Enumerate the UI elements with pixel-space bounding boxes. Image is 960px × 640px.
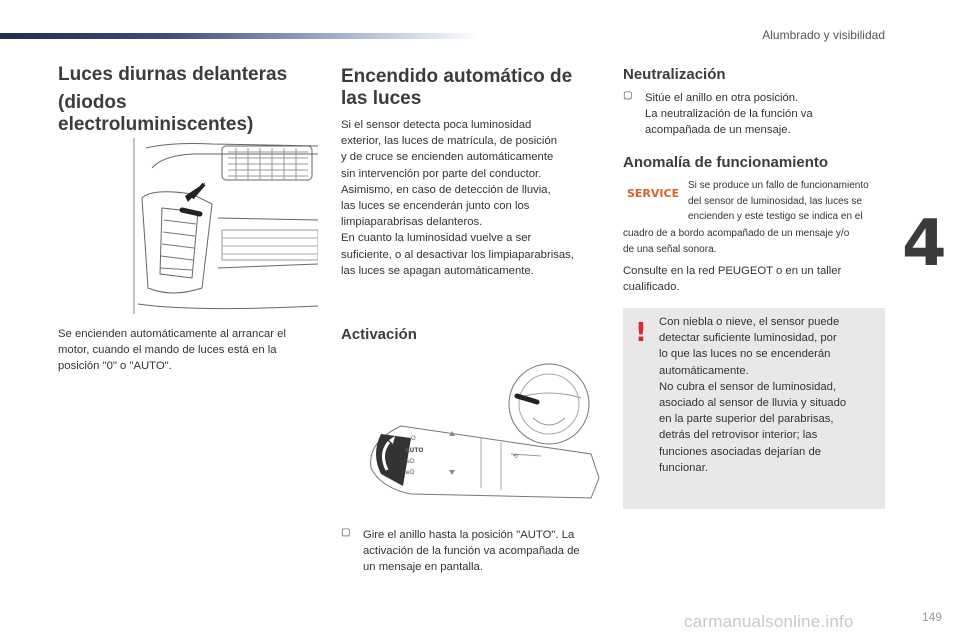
auto-title-line-2: las luces [341,88,422,109]
watermark: carmanualsonline.info [684,612,854,631]
daytime-lights-body: Se encienden automáticamente al arrancar el motor, cuando el mando de luces está en la posición "0" o "AUTO". [58,328,286,373]
neutral-line: La neutralización de la función va [645,108,813,121]
activation-line: activación de la función va acompañada de [363,545,580,558]
auto-body-line: limpiaparabrisas delanteros. [341,216,483,229]
column-auto-lights [341,66,601,279]
fault-line: del sensor de luminosidad, las luces se [688,195,862,207]
page-number: 149 [921,610,942,624]
stalk-label-off: O [411,435,416,442]
activation-instruction [341,527,603,576]
stalk-label-fog: ⟲ [513,453,519,460]
fault-text-indented [688,178,888,225]
auto-body-line: y de cruce se encienden automáticamente [341,151,554,164]
auto-title-line-1: Encendido automático de [341,66,573,87]
auto-body-line: las luces se encenderán junto con los [341,200,530,213]
bullet-icon: ▢ [623,90,633,101]
warning-note-box [623,308,885,509]
auto-body-line: sin intervención por parte del conductor. [341,167,542,180]
auto-body-line: exterior, las luces de matrícula, de posición [341,135,558,148]
column-daytime-lights [58,64,318,136]
bullet-icon: ▢ [341,527,351,538]
column-neutralization [623,66,888,171]
warning-line: detectar suficiente luminosidad, por [659,332,837,345]
activation-line: Gire el anillo hasta la posición "AUTO". La [363,529,575,541]
warning-line: lo que las luces no se encenderán [659,348,831,361]
auto-body-line: Asimismo, en caso de detección de lluvia, [341,183,551,196]
warning-line: funciones asociadas dejarían de [659,445,822,458]
auto-body-line: suficiente, o al desactivar los limpiaparabrisas, [341,248,574,261]
warning-line: automáticamente. [659,364,749,377]
stalk-label-position: ≡D [405,458,415,465]
stalk-label-dipped: ≡D [405,469,415,476]
warning-line: detrás del retrovisor interior; las [659,429,818,442]
stalk-label-auto: AUTO [405,447,424,454]
warning-line: en la parte superior del parabrisas, [659,413,834,426]
warning-text [659,314,881,476]
activation-line: un mensaje en pantalla. [363,561,483,574]
fault-line: de una señal sonora. [623,243,717,255]
header-gradient-bar [0,33,480,39]
front-bumper-drl-illustration [132,138,318,314]
consult-line: Consulte en la red PEUGEOT o en un taller [623,265,842,277]
neutralization-title: Neutralización [623,66,726,83]
stalk-drawing [341,358,601,510]
neutralization-bullet [623,90,888,139]
fault-title: Anomalía de funcionamiento [623,153,829,171]
title-line-3: electroluminiscentes) [58,114,254,135]
lighting-stalk-illustration [341,358,601,510]
auto-body-line: En cuanto la luminosidad vuelve a ser [341,232,532,245]
activation-title: Activación [341,326,417,343]
bumper-drawing [132,138,318,314]
neutral-line: acompañada de un mensaje. [645,124,791,137]
fault-line: Si se produce un fallo de funcionamiento [688,180,869,191]
auto-body-line: Si el sensor detecta poca luminosidad [341,119,532,131]
activation-heading-wrap [341,326,601,343]
daytime-lights-text [58,326,313,375]
consult-line: cualificado. [623,281,680,294]
title-line-2: (diodos [58,92,127,113]
title-line-1: Luces diurnas delanteras [58,64,288,85]
service-warning-icon: SERVICE [627,184,679,204]
section-title: Alumbrado y visibilidad [762,28,885,42]
warning-line: No cubra el sensor de luminosidad, [659,380,837,393]
fault-line: cuadro de a bordo acompañado de un mensaje y/o [623,228,850,239]
fault-text-full [623,226,888,295]
auto-body-line: las luces se apagan automáticamente. [341,264,534,277]
warning-line: asociado al sensor de lluvia y situado [659,397,847,410]
warning-line: funcionar. [659,461,708,474]
activation-bullet [341,527,603,576]
fault-line: encienden y este testigo se indica en el [688,211,863,222]
warning-line: Con niebla o nieve, el sensor puede [659,316,840,328]
chapter-number: 4 [902,207,947,281]
consult-text [623,263,888,295]
neutral-line: Sitúe el anillo en otra posición. [645,92,799,104]
warning-icon: ! [635,318,647,348]
auto-lights-body [341,117,601,279]
